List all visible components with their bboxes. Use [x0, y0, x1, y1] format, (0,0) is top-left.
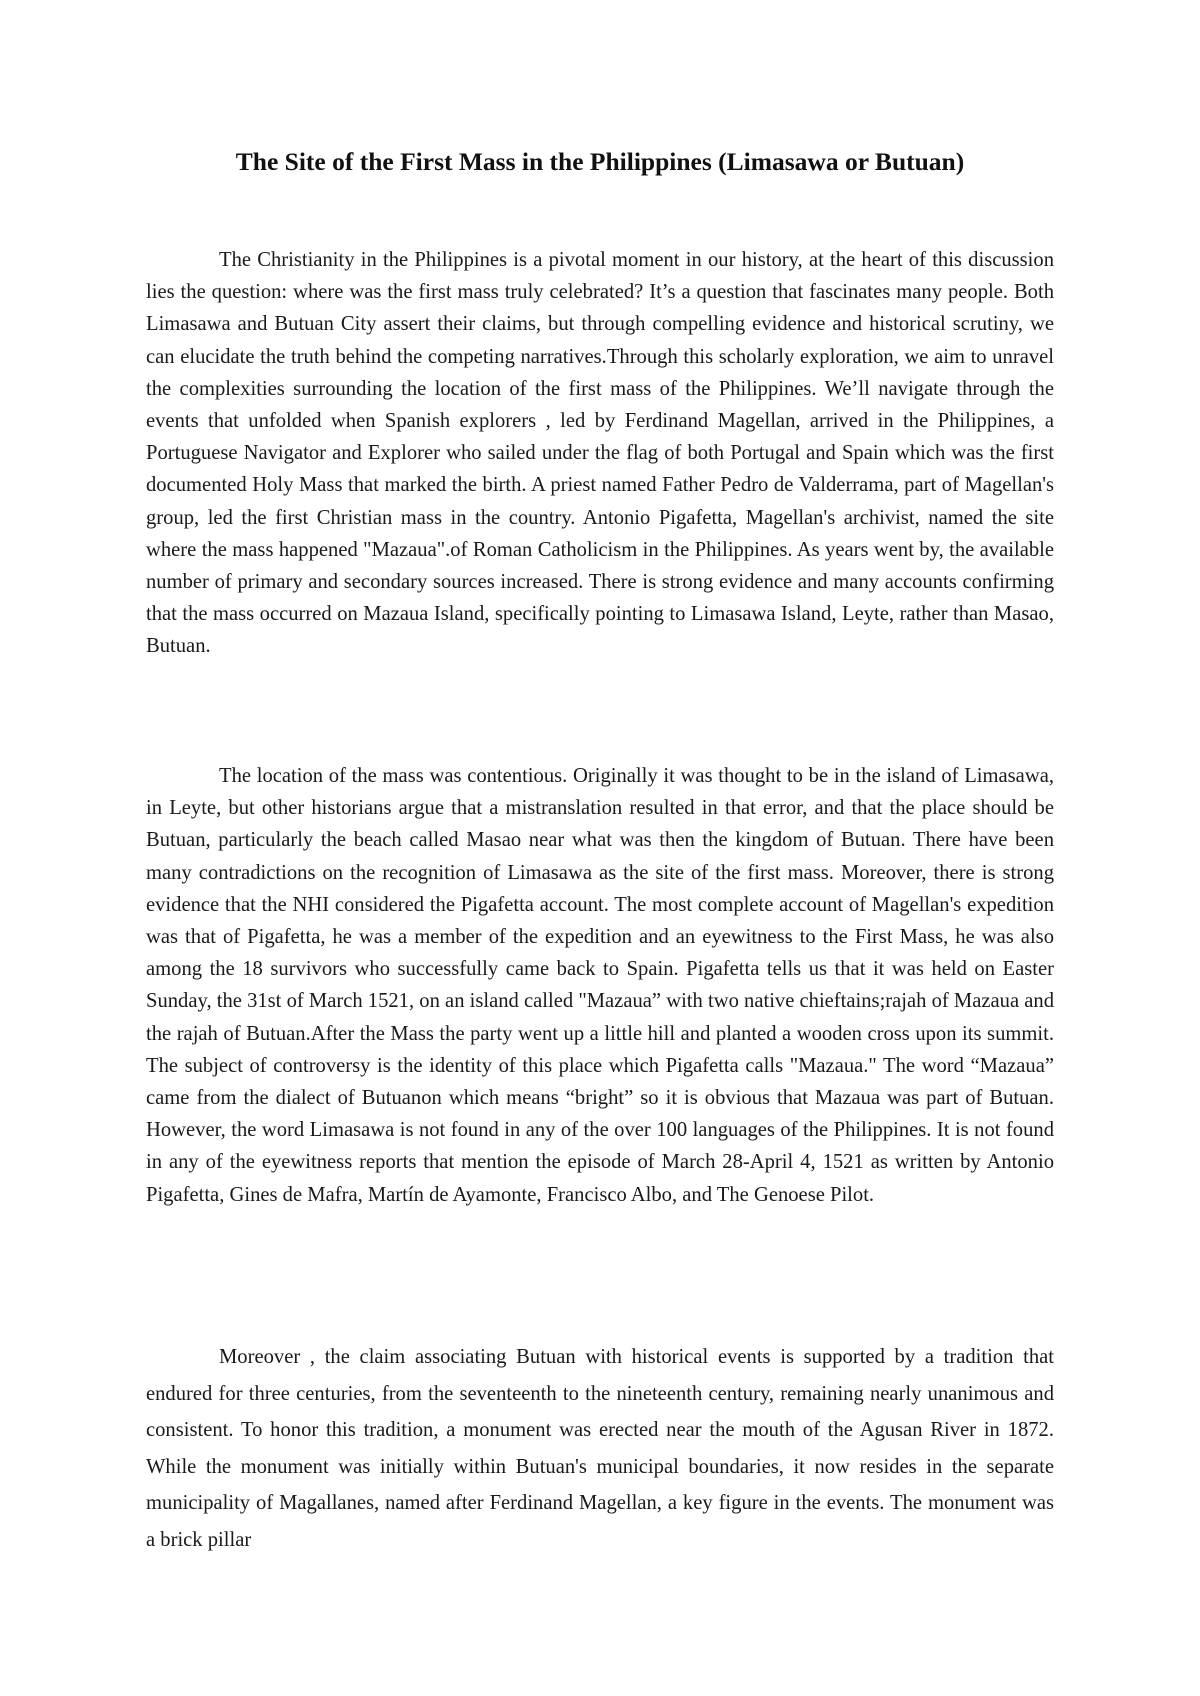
document-title: The Site of the First Mass in the Philippines (Limasawa or Butuan) [235, 147, 965, 176]
paragraph-butuan-tradition: Moreover , the claim associating Butuan with historical events is supported by a tradition that endured for three centuries, from the seventeenth to the nineteenth century, remaining nearly unanimous and consistent. To honor this tradition, a monument was erected near the mouth of the Agusan River in 1872. While the monument was initially within Butuan's municipal boundaries, it now resides in the separate municipality of Magallanes, named after Ferdinand Magellan, a key figure in the events. The monument was a brick pillar [146, 1346, 1054, 1551]
paragraph-location-controversy: The location of the mass was contentious. Originally it was thought to be in the island of Limasawa, in Leyte, but other historians argue that a mistranslation resulted in that error, and that the place should be Butuan, particularly the beach called Masao near what was then the kingdom of Butuan. There have been many contradictions on the recognition of Limasawa as the site of the first mass. Moreover, there is strong evidence that the NHI considered the Pigafetta account. The most complete account of Magellan's expedition was that of Pigafetta, he was a member of the expedition and an eyewitness to the First Mass, he was also among the 18 survivors who successfully came back to Spain. Pigafetta tells us that it was held on Easter Sunday, the 31st of March 1521, on an island called "Mazaua” with two native chieftains;rajah of Mazaua and the rajah of Butuan.After the Mass the party went up a little hill and planted a wooden cross upon its summit. The subject of controversy is the identity of this place which Pigafetta calls "Mazaua." The word “Mazaua” came from the dialect of Butuanon which means “bright” so it is obvious that Mazaua was part of Butuan. However, the word Limasawa is not found in any of the over 100 languages of the Philippines. It is not found in any of the eyewitness reports that mention the episode of March 28-April 4, 1521 as written by Antonio Pigafetta, Gines de Mafra, Martín de Ayamonte, Francisco Albo, and The Genoese Pilot. [146, 765, 1054, 1206]
paragraph-introduction: The Christianity in the Philippines is a pivotal moment in our history, at the heart of this discussion lies the question: where was the first mass truly celebrated? It’s a question that fascinates many people. Both Limasawa and Butuan City assert their claims, but through compelling evidence and historical scrutiny, we can elucidate the truth behind the competing narratives.Through this scholarly exploration, we aim to unravel the complexities surrounding the location of the first mass of the Philippines. We’ll navigate through the events that unfolded when Spanish explorers , led by Ferdinand Magellan, arrived in the Philippines, a Portuguese Navigator and Explorer who sailed under the flag of both Portugal and Spain which was the first documented Holy Mass that marked the birth. A priest named Father Pedro de Valderrama, part of Magellan's group, led the first Christian mass in the country. Antonio Pigafetta, Magellan's archivist, named the site where the mass happened "Mazaua".of Roman Catholicism in the Philippines. As years went by, the available number of primary and secondary sources increased. There is strong evidence and many accounts confirming that the mass occurred on Mazaua Island, specifically pointing to Limasawa Island, Leyte, rather than Masao, Butuan. [146, 249, 1054, 658]
